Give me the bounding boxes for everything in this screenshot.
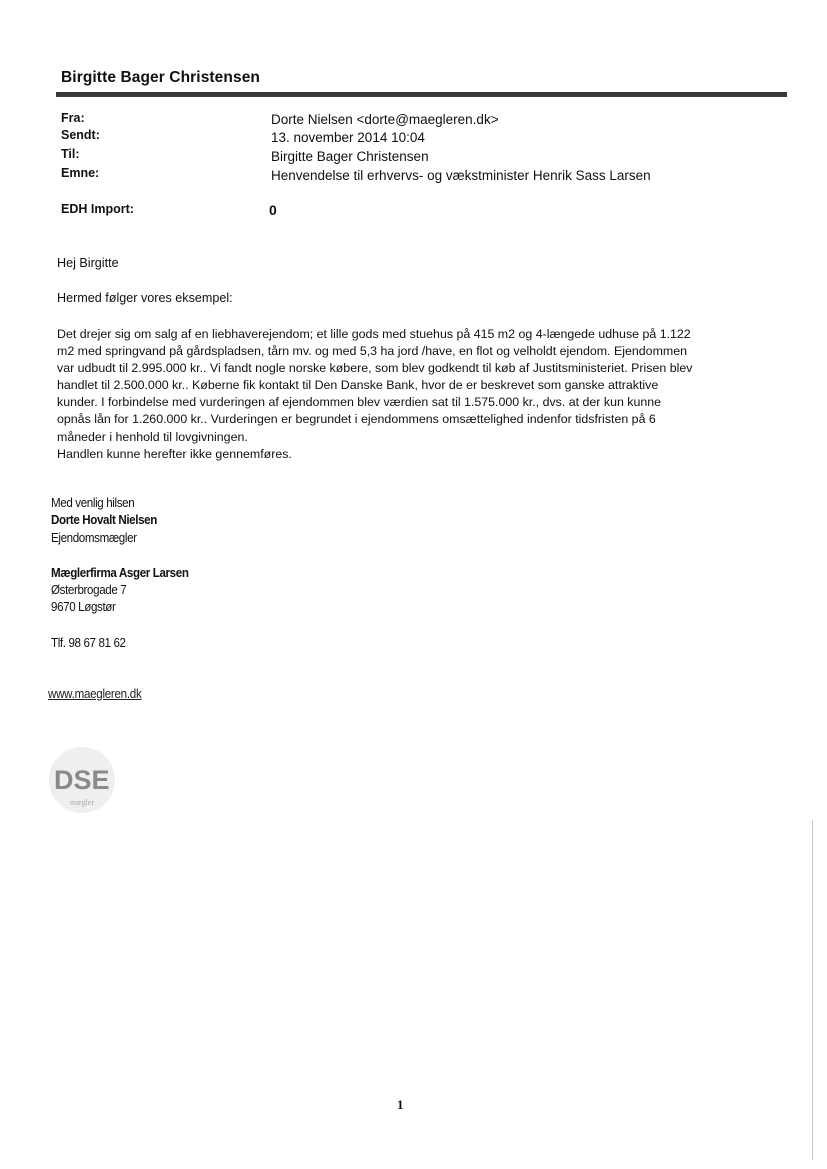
signature-closing: Med venlig hilsen bbox=[51, 496, 135, 510]
sent-label: Sendt: bbox=[61, 128, 100, 142]
paragraph-line: var udbudt til 2.995.000 kr.. Vi fandt nogle norske købere, som blev godkendt til køb af Justitsministeriet. Prisen blev bbox=[57, 361, 693, 376]
signature-street: Østerbrogade 7 bbox=[51, 583, 127, 597]
paragraph-line: Handlen kunne herefter ikke gennemføres. bbox=[57, 446, 292, 461]
signature-company: Mæglerfirma Asger Larsen bbox=[51, 566, 189, 580]
signature-name: Dorte Hovalt Nielsen bbox=[51, 513, 157, 527]
signature-phone: Tlf. 98 67 81 62 bbox=[51, 636, 126, 650]
to-label: Til: bbox=[61, 147, 80, 161]
scan-edge-mark bbox=[812, 820, 813, 1160]
paragraph-line: måneder i henhold til lovgivningen. bbox=[57, 429, 248, 444]
subject-label: Emne: bbox=[61, 166, 100, 180]
logo-subtext: mægler bbox=[70, 798, 94, 807]
paragraph-line: m2 med springvand på gårdspladsen, tårn mv. og med 5,3 ha jord /have, en flot og velholdt ejendom. Ejendommen bbox=[57, 344, 687, 359]
subject-value: Henvendelse til erhvervs- og vækstminister Henrik Sass Larsen bbox=[271, 168, 651, 183]
greeting: Hej Birgitte bbox=[57, 256, 119, 270]
logo-mark: DSE bbox=[54, 765, 110, 795]
message-paragraph bbox=[57, 326, 787, 463]
paragraph-line: opnås lån for 1.260.000 kr.. Vurderingen er begrundet i ejendommens omsættelighed indenfor tidsfristen på 6 bbox=[57, 412, 656, 427]
edh-import-value: 0 bbox=[269, 202, 277, 218]
sent-value: 13. november 2014 10:04 bbox=[271, 130, 425, 145]
paragraph-line: Det drejer sig om salg af en liebhaverejendom; et lille gods med stuehus på 415 m2 og 4-længede udhuse på 1.122 bbox=[57, 327, 691, 341]
dse-logo bbox=[48, 744, 128, 816]
signature-city: 9670 Løgstør bbox=[51, 600, 116, 614]
paragraph-line: kunder. I forbindelse med vurderingen af ejendommen blev værdien sat til 1.575.000 kr., dvs. at der kun kunne bbox=[57, 395, 662, 410]
from-value: Dorte Nielsen <dorte@maegleren.dk> bbox=[271, 112, 499, 127]
header-divider bbox=[56, 92, 787, 97]
signature-title: Ejendomsmægler bbox=[51, 531, 137, 545]
edh-import-label: EDH Import: bbox=[61, 202, 134, 216]
from-label: Fra: bbox=[61, 111, 85, 125]
to-value: Birgitte Bager Christensen bbox=[271, 149, 429, 164]
paragraph-line: handlet til 2.500.000 kr.. Køberne fik kontakt til Den Danske Bank, hvor de er beskrevet som ganske attraktive bbox=[57, 378, 659, 393]
page-number: 1 bbox=[397, 1097, 404, 1112]
website-link[interactable]: www.maegleren.dk bbox=[48, 687, 142, 701]
mailbox-owner-name: Birgitte Bager Christensen bbox=[61, 69, 260, 86]
intro-line: Hermed følger vores eksempel: bbox=[57, 291, 233, 305]
